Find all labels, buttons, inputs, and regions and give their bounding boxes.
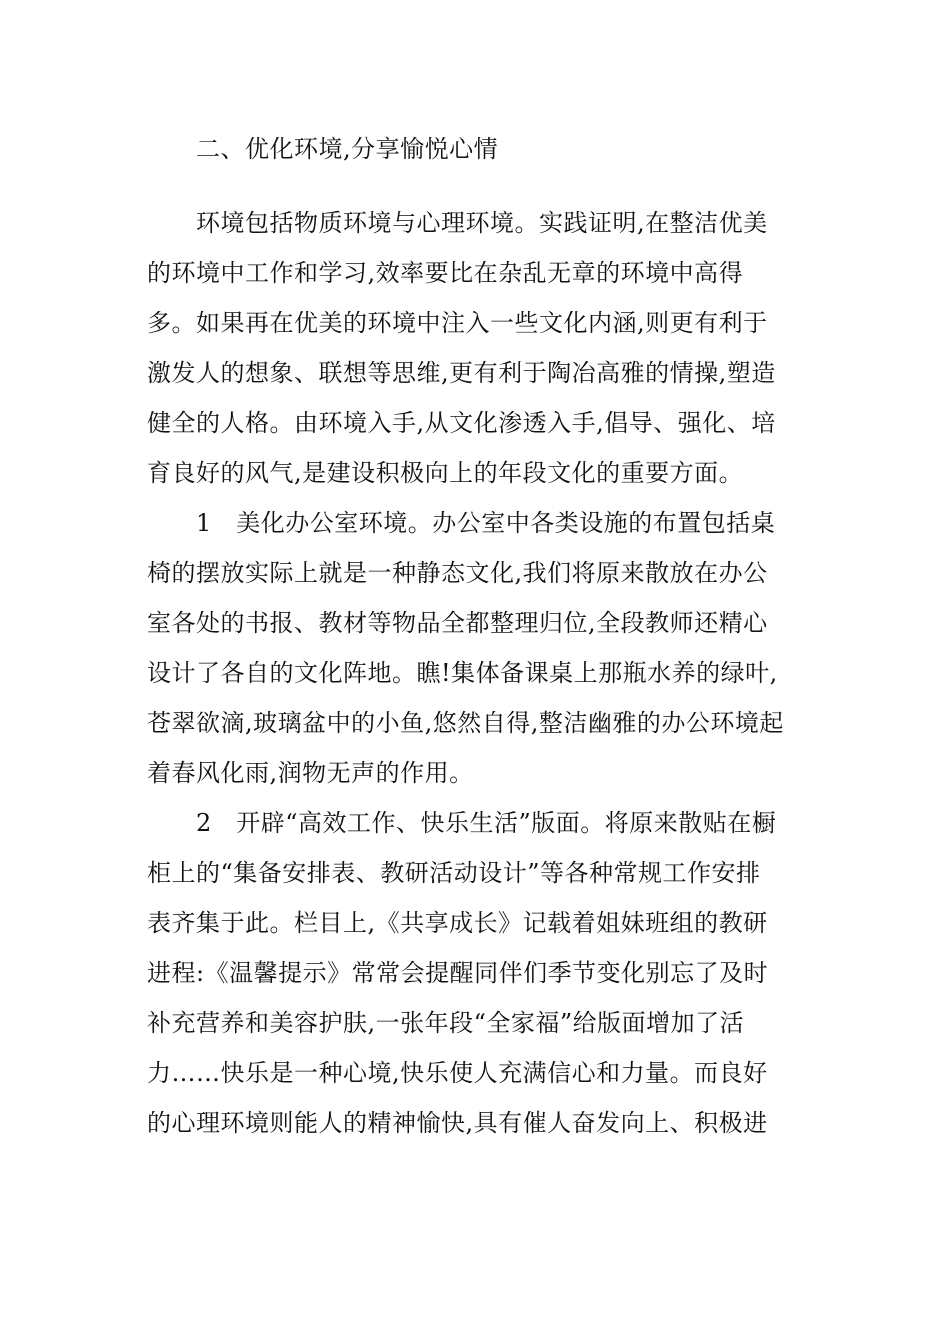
paragraph-line: 的心理环境则能人的精神愉快,具有催人奋发向上、积极进	[147, 1109, 768, 1137]
paragraph-line: 多。如果再在优美的环境中注入一些文化内涵,则更有利于	[147, 309, 768, 337]
section-heading: 二、优化环境,分享愉悦心情	[196, 135, 499, 163]
paragraph-line: 1 美化办公室环境。办公室中各类设施的布置包括桌	[196, 509, 776, 537]
paragraph-line: 着春风化雨,润物无声的作用。	[147, 759, 474, 787]
paragraph-line: 室各处的书报、教材等物品全都整理归位,全段教师还精心	[147, 609, 768, 637]
paragraph-line: 椅的摆放实际上就是一种静态文化,我们将原来散放在办公	[147, 559, 768, 587]
paragraph-line: 进程:《温馨提示》常常会提醒同伴们季节变化别忘了及时	[147, 959, 769, 987]
paragraph-line: 力……快乐是一种心境,快乐使人充满信心和力量。而良好	[147, 1059, 768, 1087]
paragraph-line: 的环境中工作和学习,效率要比在杂乱无章的环境中高得	[147, 259, 744, 287]
paragraph-line: 健全的人格。由环境入手,从文化渗透入手,倡导、强化、培	[147, 409, 776, 437]
paragraph-line: 苍翠欲滴,玻璃盆中的小鱼,悠然自得,整洁幽雅的办公环境起	[147, 709, 784, 737]
paragraph-line: 2 开辟“高效工作、快乐生活”版面。将原来散贴在橱	[196, 809, 777, 837]
paragraph-line: 柜上的“集备安排表、教研活动设计”等各种常规工作安排	[147, 859, 761, 887]
paragraph-line: 设计了各自的文化阵地。瞧!集体备课桌上那瓶水养的绿叶,	[147, 659, 778, 687]
paragraph-line: 育良好的风气,是建设积极向上的年段文化的重要方面。	[147, 459, 744, 487]
paragraph-line: 补充营养和美容护肤,一张年段“全家福”给版面增加了活	[147, 1009, 745, 1037]
paragraph-line: 激发人的想象、联想等思维,更有利于陶冶高雅的情操,塑造	[147, 359, 776, 387]
paragraph-line: 表齐集于此。栏目上,《共享成长》记载着姐妹班组的教研	[147, 909, 768, 937]
paragraph-line: 环境包括物质环境与心理环境。实践证明,在整洁优美	[196, 209, 768, 237]
